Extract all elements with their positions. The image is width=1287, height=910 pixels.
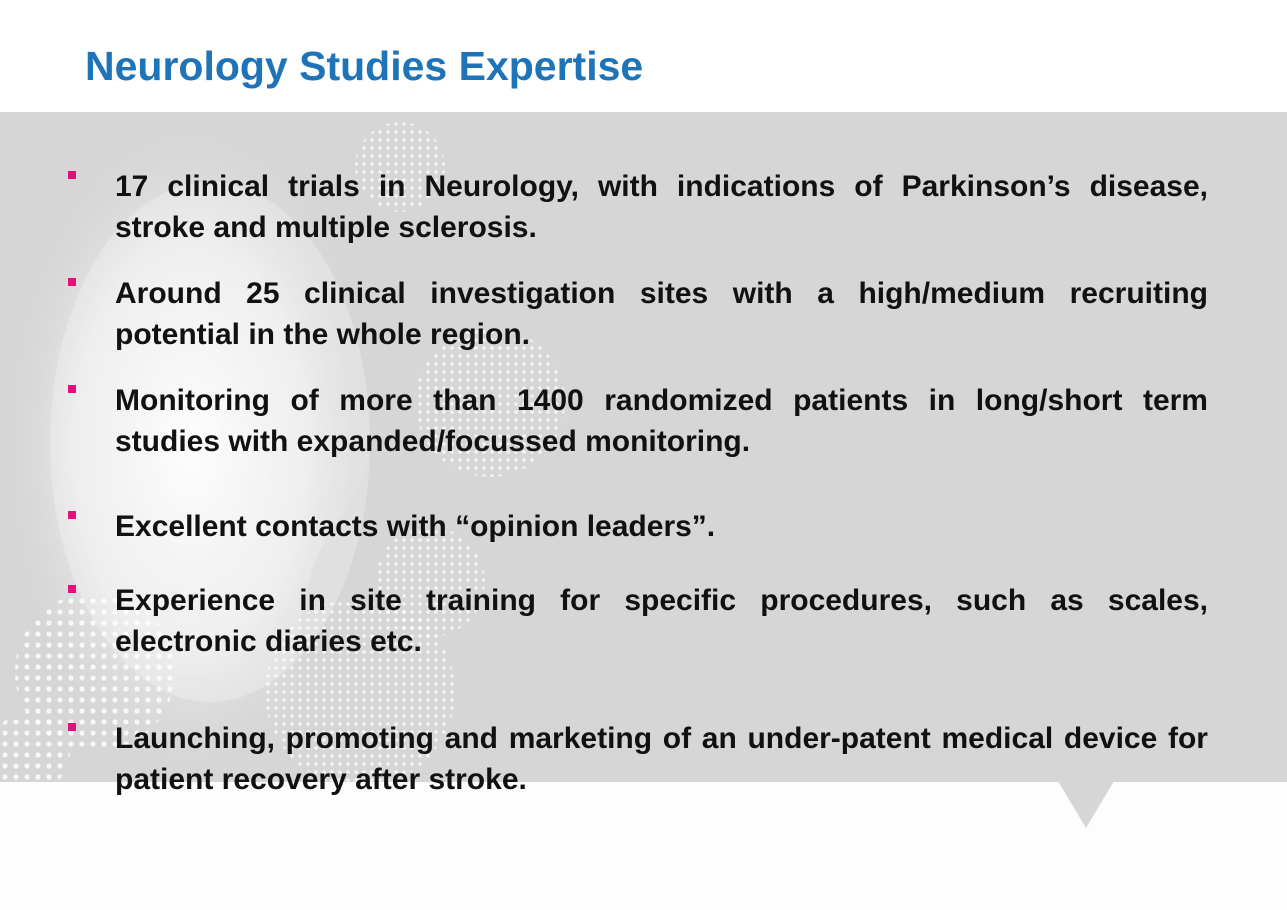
slide-title: Neurology Studies Expertise xyxy=(85,43,644,89)
square-bullet-icon xyxy=(68,171,76,179)
square-bullet-icon xyxy=(68,585,76,593)
bullet-text: Monitoring of more than 1400 randomized patients in long/short term studies with expanded/focussed monitoring. xyxy=(115,384,1208,458)
square-bullet-icon xyxy=(68,278,76,286)
square-bullet-icon xyxy=(68,723,76,731)
bullet-item xyxy=(68,506,1208,547)
bullet-item xyxy=(68,166,1208,248)
square-bullet-icon xyxy=(68,511,76,519)
bullet-item xyxy=(68,580,1208,662)
bullet-text: Launching, promoting and marketing of an under-patent medical device for patient recovery after stroke. xyxy=(115,722,1208,796)
bullet-item xyxy=(68,273,1208,355)
bullet-text: Experience in site training for specific procedures, such as scales, electronic diaries etc. xyxy=(115,584,1208,658)
bullet-text: 17 clinical trials in Neurology, with indications of Parkinson’s disease, stroke and multiple sclerosis. xyxy=(115,170,1208,244)
bullet-text: Around 25 clinical investigation sites with a high/medium recruiting potential in the whole region. xyxy=(115,277,1208,351)
bullet-item xyxy=(68,380,1208,462)
bullet-item xyxy=(68,718,1208,800)
bullet-text: Excellent contacts with “opinion leaders”. xyxy=(115,510,716,543)
square-bullet-icon xyxy=(68,385,76,393)
